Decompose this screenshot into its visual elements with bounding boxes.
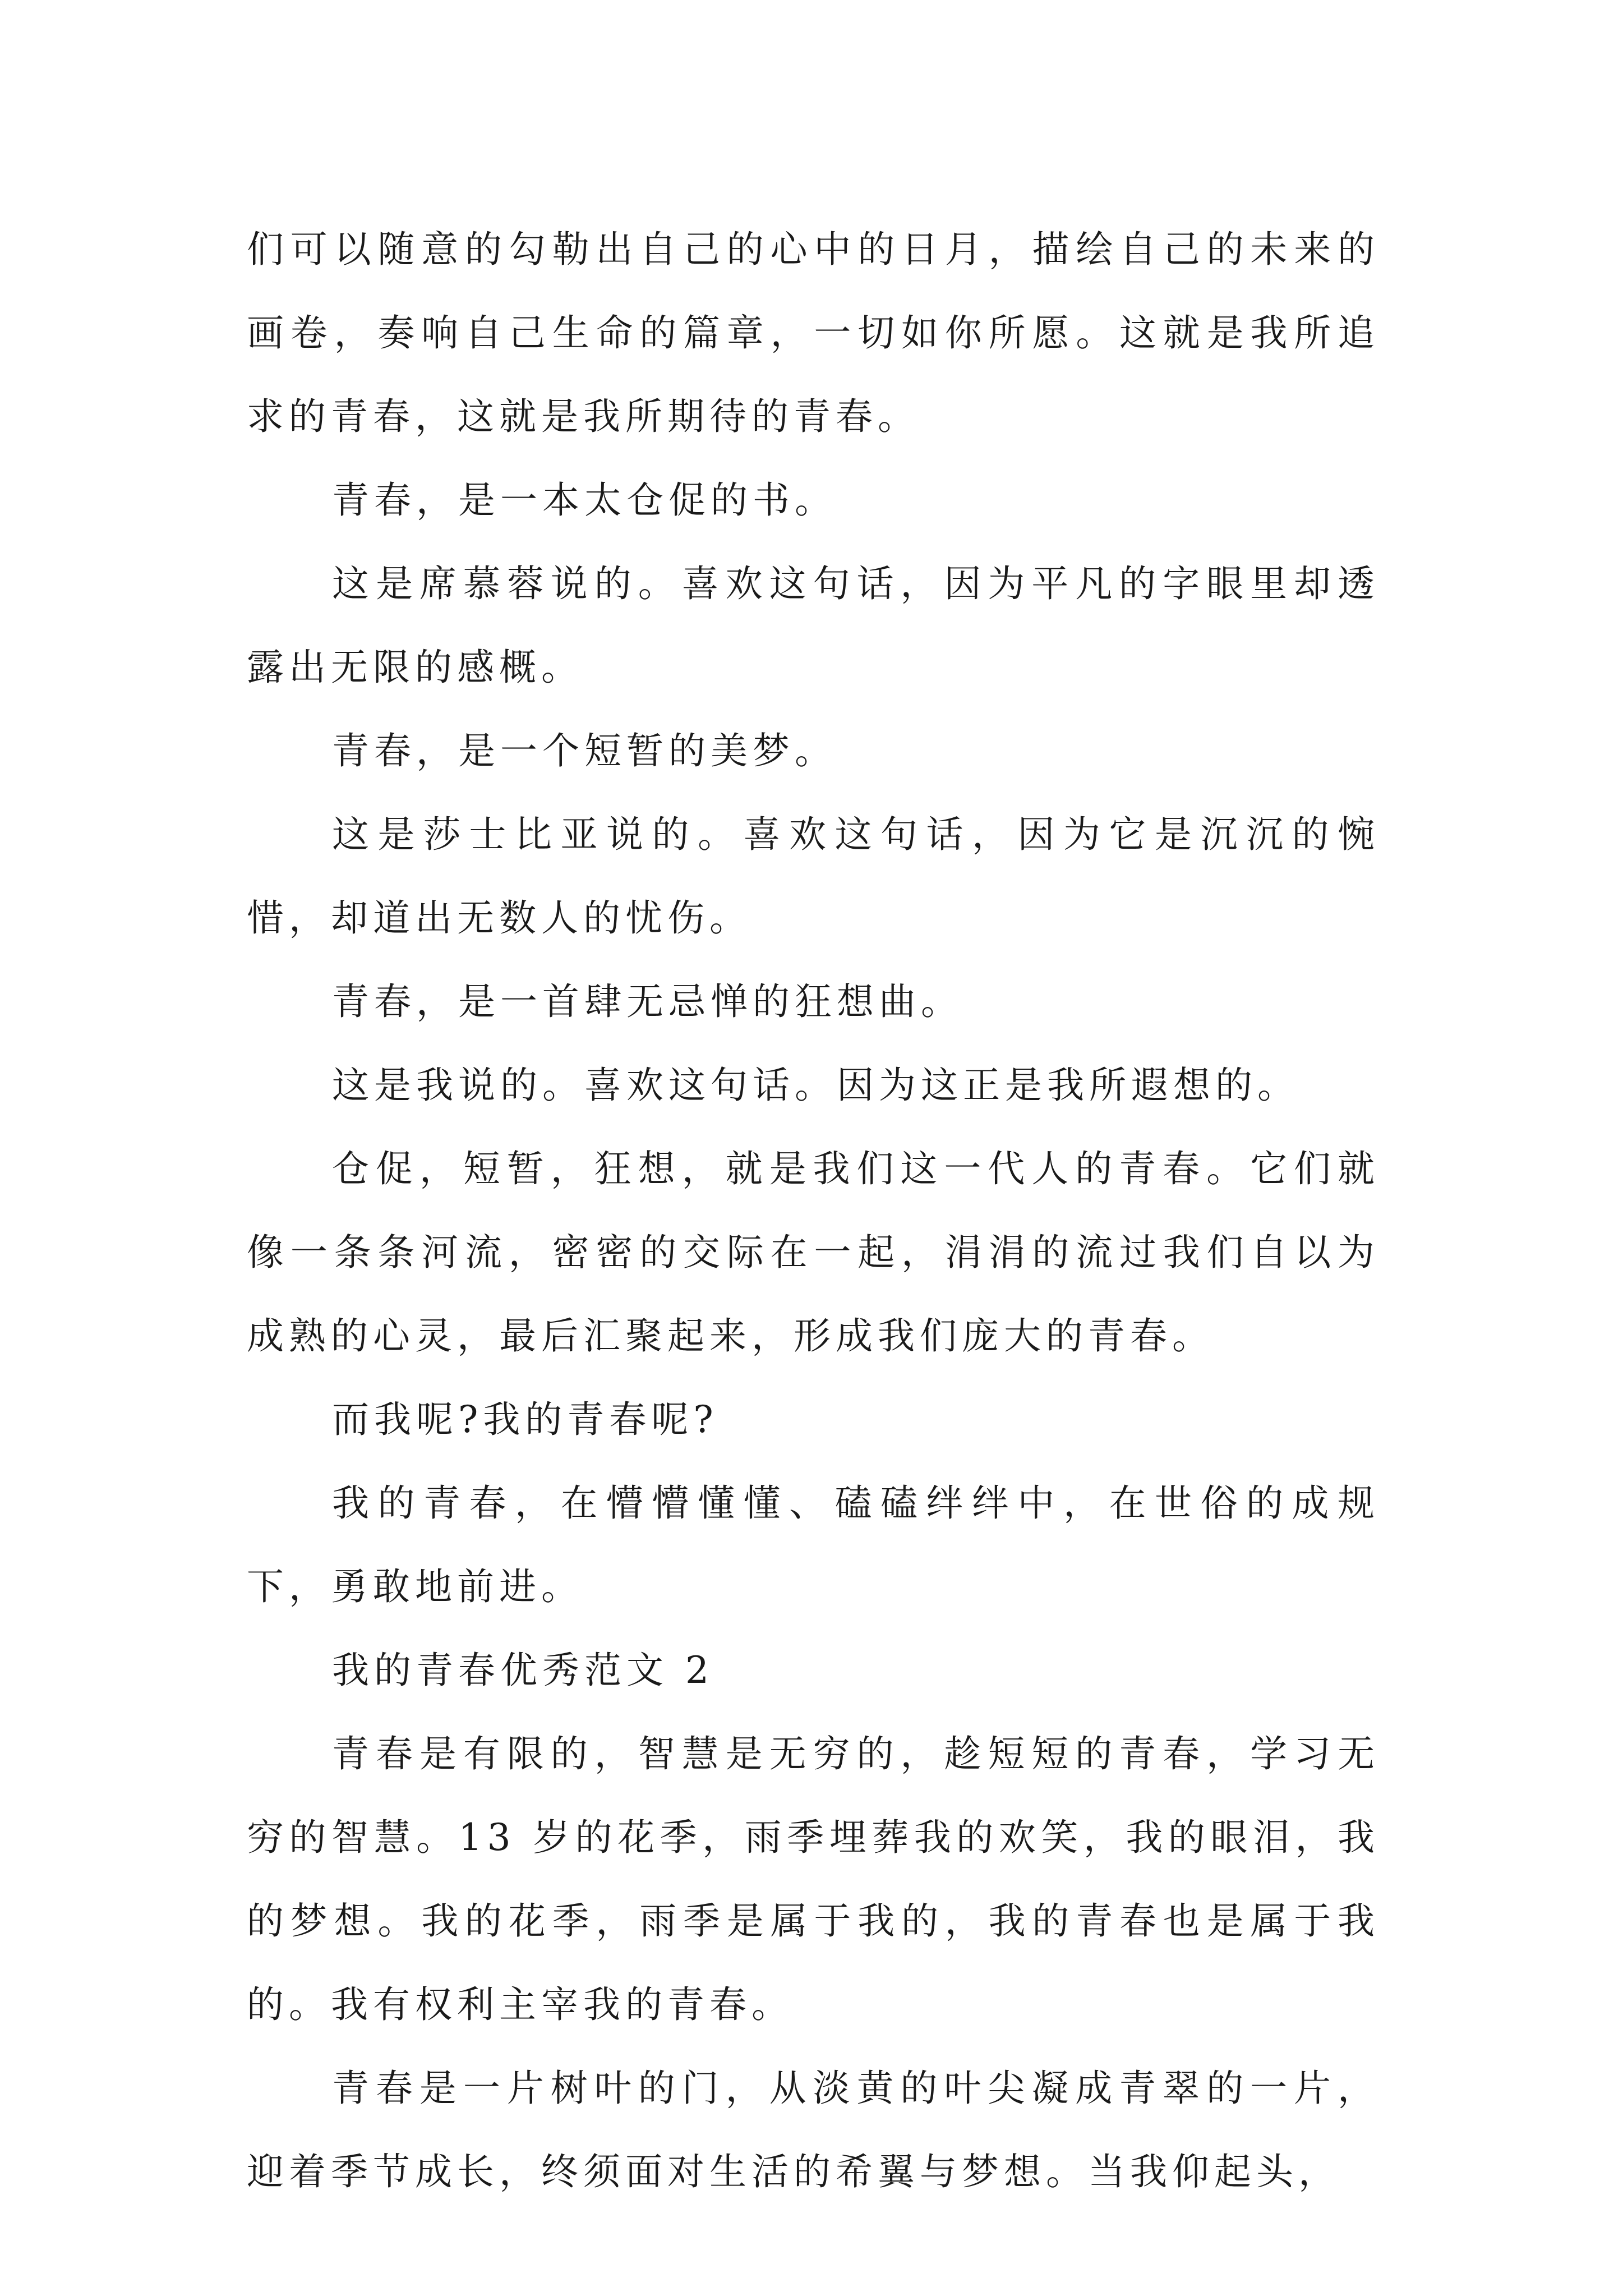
document-body [247, 208, 1380, 2214]
paragraph: 青春，是一首肆无忌惮的狂想曲。 [332, 980, 963, 1023]
paragraph: 我的青春，在懵懵懂懂、磕磕绊绊中，在世俗的成规下，勇敢地前进。 [247, 1481, 1380, 1608]
paragraph: 们可以随意的勾勒出自己的心中的日月，描绘自己的未来的画卷，奏响自己生命的篇章，一切如你所愿。这就是我所追求的青春，这就是我所期待的青春。 [247, 228, 1380, 438]
paragraph: 青春是一片树叶的门，从淡黄的叶尖凝成青翠的一片，迎着季节成长，终须面对生活的希翼与梦想。当我仰起头， [247, 2067, 1380, 2193]
paragraph: 这是席慕蓉说的。喜欢这句话，因为平凡的字眼里却透露出无限的感概。 [247, 562, 1380, 689]
paragraph: 青春，是一本太仓促的书。 [332, 478, 837, 522]
paragraph: 而我呢?我的青春呢? [332, 1398, 718, 1441]
paragraph: 这是我说的。喜欢这句话。因为这正是我所遐想的。 [332, 1064, 1299, 1107]
paragraph: 这是莎士比亚说的。喜欢这句话，因为它是沉沉的惋惜，却道出无数人的忧伤。 [247, 813, 1380, 940]
section-heading: 我的青春优秀范文 2 [332, 1649, 714, 1692]
paragraph: 仓促，短暂，狂想，就是我们这一代人的青春。它们就像一条条河流，密密的交际在一起，涓涓的流过我们自以为成熟的心灵，最后汇聚起来，形成我们庞大的青春。 [247, 1147, 1380, 1358]
paragraph: 青春是有限的，智慧是无穷的，趁短短的青春，学习无穷的智慧。13 岁的花季，雨季埋葬我的欢笑，我的眼泪，我的梦想。我的花季，雨季是属于我的，我的青春也是属于我的。我有权利主宰我的青春。 [247, 1732, 1380, 2026]
paragraph: 青春，是一个短暂的美梦。 [332, 729, 837, 772]
